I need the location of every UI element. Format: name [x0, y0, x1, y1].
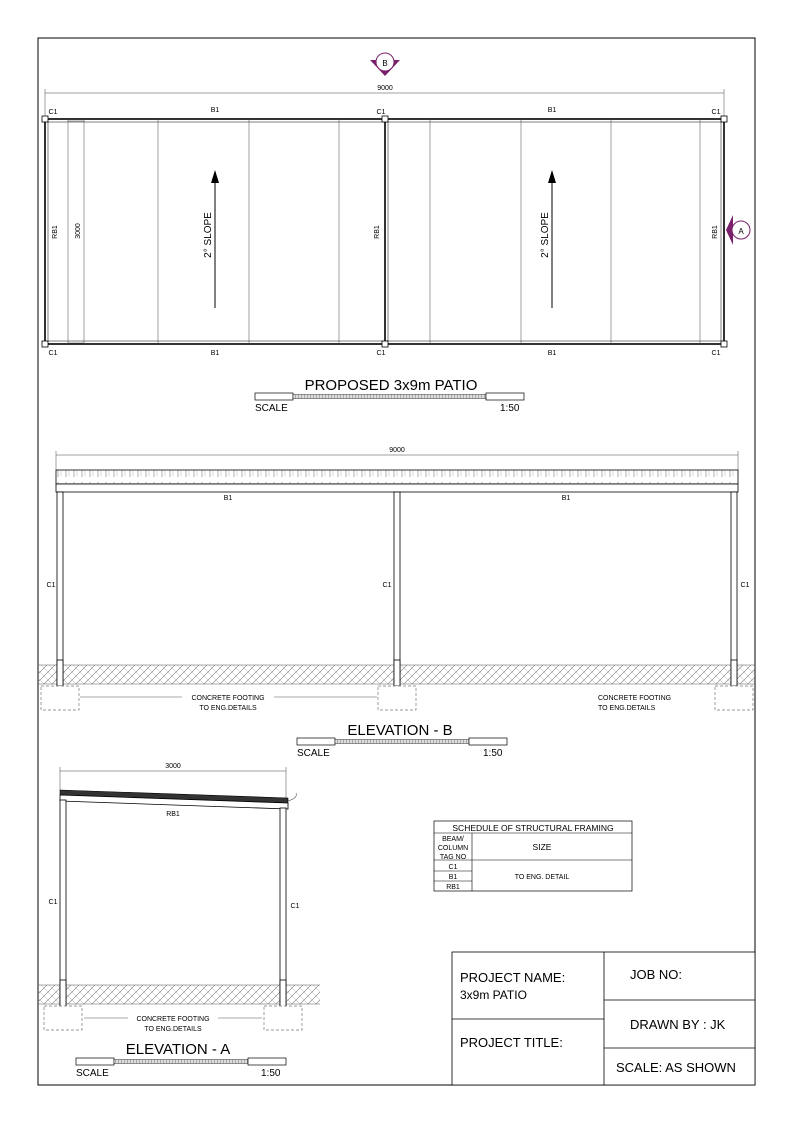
beam-tag: B1: [223, 495, 233, 502]
plan-view: [42, 53, 750, 414]
column: [394, 492, 400, 686]
ground: [38, 985, 320, 1004]
column-marker: [382, 116, 388, 122]
column-marker: [721, 116, 727, 122]
project-name-value: 3x9m PATIO: [460, 988, 527, 1002]
column-tag: C1: [46, 582, 56, 589]
elevation-a-overall-dim: 3000: [165, 763, 181, 770]
project-name-label: PROJECT NAME:: [460, 970, 566, 985]
schedule-row-tag: B1: [448, 874, 458, 881]
column-tag: C1: [711, 350, 721, 357]
schedule-title: SCHEDULE OF STRUCTURAL FRAMING: [452, 823, 614, 833]
column: [731, 492, 737, 686]
plan-overall-dim: 9000: [377, 85, 393, 92]
drawn-by-label: DRAWN BY : JK: [630, 1017, 726, 1032]
schedule-row-tag: C1: [448, 864, 458, 871]
column-marker: [382, 341, 388, 347]
column-tag: C1: [376, 109, 386, 116]
scale-label: SCALE: [76, 1068, 109, 1079]
rafter-beam-tag: RB1: [374, 225, 381, 239]
column-marker: [42, 116, 48, 122]
column-marker: [42, 341, 48, 347]
column-tag: C1: [740, 582, 750, 589]
schedule-row-tag: RB1: [446, 884, 460, 891]
column-tag: C1: [711, 109, 721, 116]
plan-title: PROPOSED 3x9m PATIO: [304, 377, 478, 394]
scale-bar: [297, 738, 507, 745]
elevation-b-title: ELEVATION - B: [347, 722, 453, 739]
scale-value: 1:50: [500, 403, 520, 414]
slope-label: 2° SLOPE: [203, 212, 214, 258]
slope-label: 2° SLOPE: [540, 212, 551, 258]
concrete-footing: [378, 686, 416, 710]
column-tag: C1: [48, 109, 58, 116]
sheet-scale-label: SCALE: AS SHOWN: [616, 1060, 736, 1075]
beam-tag: B1: [210, 350, 220, 357]
scale-value: 1:50: [261, 1068, 281, 1079]
beam-tag: B1: [561, 495, 571, 502]
section-a-marker: [726, 215, 750, 245]
column-tag: C1: [48, 899, 58, 906]
beam-tag: B1: [547, 107, 557, 114]
footing-note: CONCRETE FOOTING: [136, 1016, 210, 1023]
job-no-label: JOB NO:: [630, 967, 683, 982]
beam-tag: B1: [210, 107, 220, 114]
concrete-footing: [715, 686, 753, 710]
scale-label: SCALE: [255, 403, 288, 414]
schedule-header-tag: BEAM/: [442, 836, 464, 843]
footing-note: TO ENG.DETAILS: [144, 1026, 202, 1033]
section-a-label: A: [738, 227, 744, 236]
schedule-size-value: TO ENG. DETAIL: [514, 874, 570, 881]
column-tag: C1: [382, 582, 392, 589]
roof-sheet: [56, 470, 738, 484]
elevation-a-title: ELEVATION - A: [125, 1041, 231, 1058]
column-tag: C1: [290, 903, 300, 910]
schedule-table: [434, 821, 632, 891]
concrete-footing: [44, 1006, 82, 1030]
section-b-label: B: [382, 59, 388, 68]
footing-note: TO ENG.DETAILS: [199, 705, 257, 712]
rafter-beam-tag: RB1: [712, 225, 719, 239]
column-marker: [721, 341, 727, 347]
scale-bar: [255, 393, 524, 400]
rafter-beam-tag: RB1: [52, 225, 59, 239]
concrete-footing: [41, 686, 79, 710]
elevation-b-overall-dim: 9000: [389, 447, 405, 454]
column-tag: C1: [48, 350, 58, 357]
elevation-a: [38, 763, 320, 1079]
beam: [56, 484, 738, 492]
footing-note: CONCRETE FOOTING: [598, 695, 672, 702]
rafter-beam-tag: RB1: [166, 811, 180, 818]
column: [280, 808, 286, 1008]
scale-value: 1:50: [483, 748, 503, 759]
footing-note: CONCRETE FOOTING: [191, 695, 265, 702]
concrete-footing: [264, 1006, 302, 1030]
footing-note: TO ENG.DETAILS: [598, 705, 656, 712]
section-b-marker: [370, 53, 400, 76]
column: [57, 492, 63, 686]
scale-bar: [76, 1058, 286, 1065]
schedule-header-tag: TAG NO: [439, 854, 467, 861]
schedule-header-size: SIZE: [532, 842, 552, 852]
beam-tag: B1: [547, 350, 557, 357]
scale-label: SCALE: [297, 748, 330, 759]
elevation-b: [38, 447, 755, 759]
column: [60, 800, 66, 1008]
schedule-header-tag: COLUMN: [437, 845, 469, 852]
column-tag: C1: [376, 350, 386, 357]
project-title-label: PROJECT TITLE:: [460, 1035, 563, 1050]
plan-width-dim: 3000: [75, 223, 82, 239]
